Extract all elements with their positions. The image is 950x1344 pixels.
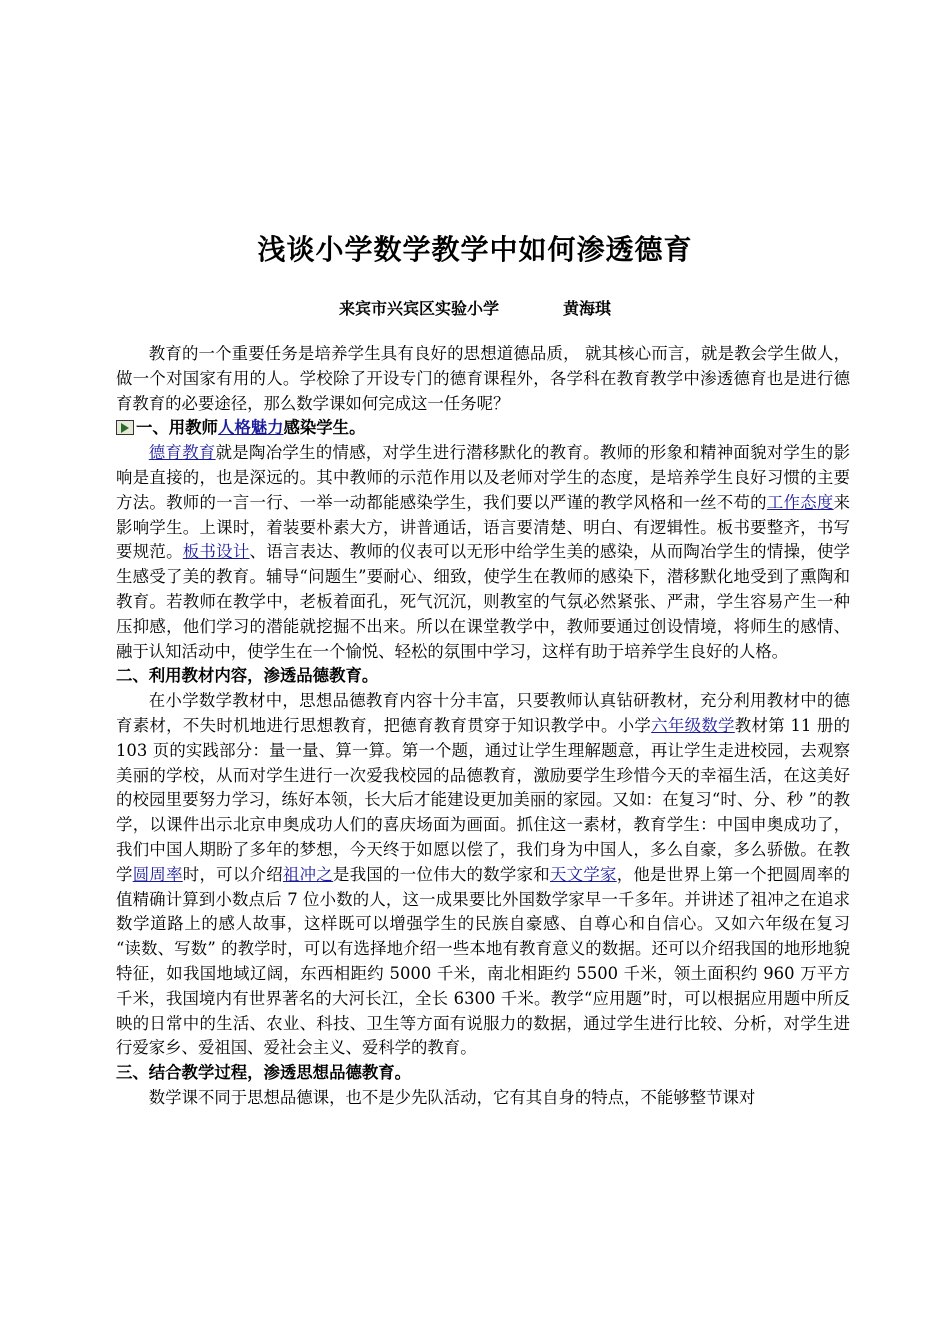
link-work-attitude[interactable]: 工作态度 [766,492,834,512]
document-title: 浅谈小学数学教学中如何渗透德育 [257,233,693,266]
link-grade-six-math[interactable]: 六年级数学 [651,715,735,735]
section-2-heading: 二、利用教材内容，渗透品德教育。 [116,666,379,686]
link-blackboard-design[interactable]: 板书设计 [182,542,250,562]
link-zu-chongzhi[interactable]: 祖冲之 [282,864,333,884]
link-pi[interactable]: 圆周率 [132,864,183,884]
school-name: 来宾市兴宾区实验小学 [338,299,499,318]
section-3-heading: 三、结合教学过程，渗透思想品德教育。 [116,1063,412,1083]
link-personality-charm[interactable]: 人格魅力 [217,418,284,438]
link-moral-education[interactable]: 德育教育 [148,443,216,463]
section-3-paragraph: 数学课不同于思想品德课，也不是少先队活动，它有其自身的特点，不能够整节课对 [148,1087,756,1107]
section-1-paragraph: 德育教育就是陶冶学生的情感，对学生进行潜移默化的教育。教师的形象和精神面貌对学生的影响是直接的，也是深远的。其中教师的示范作用以及老师对学生的态度，是培养学生良好习惯的主要方法。教师的一言一行、一举一动都能感染学生，我们要以严谨的教学风格和一丝不苟的工作态度来影响学生。上课时，着装要朴素大方，讲普通话，语言要清楚、明白、有逻辑性。板书要整齐，书写要规范。板书设计、语言表达、教师的仪表可以无形中给学生美的感染，从而陶冶学生的情操，使学生感受了美的教育。辅导“问题生”要耐心、细致，使学生在教师的感染下，潜移默化地受到了熏陶和教育。若教师在教学中，老板着面孔，死气沉沉，则教室的气氛必然紧张、严肃，学生容易产生一种压抑感，他们学习的潜能就挖掘不出来。所以在课堂教学中，教师要通过创设情境，将师生的感情、融于认知活动中，使学生在一个愉悦、轻松的氛围中学习，这样有助于培养学生良好的人格。 [116,443,851,661]
green-arrow-bullet-icon [116,420,134,435]
section-2-paragraph: 在小学数学教材中，思想品德教育内容十分丰富，只要教师认真钻研教材，充分利用教材中的德育素材，不失时机地进行思想教育，把德育教育贯穿于知识教学中。小学六年级数学教材第 11 册的 103 页的实践部分：量一量、算一算。第一个题，通过让学生理解题意，再让学生走进校园，去观察美丽的学校，从而对学生进行一次爱我校园的品德教育，激励要学生珍惜今天的幸福生活，在这美好的校园里要努力学习，练好本领，长大后才能建设更加美丽的家园。又如：在复习“时、分、秒 ”的教学，以课件出示北京申奥成功人们的喜庆场面为画面。抓住这一素材，教育学生：中国申奥成功了，我们中国人期盼了多年的梦想，今天终于如愿以偿了，我们身为中国人，多么自豪，多么骄傲。在教学圆周率时，可以介绍祖冲之是我国的一位伟大的数学家和天文学家，他是世界上第一个把圆周率的值精确计算到小数点后 7 位小数的人，这一成果要比外国数学家早一千多年。并讲述了祖冲之在追求数学道路上的感人故事，这样既可以增强学生的民族自豪感、自尊心和自信心。又如六年级在复习 “读数、写数” 的教学时，可以有选择地介绍一些本地有教育意义的数据。还可以介绍我国的地形地貌特征，如我国地域辽阔，东西相距约 5000 千米，南北相距约 5500 千米，领土面积约 960 万平方千米，我国境内有世界著名的大河长江，全长 6300 千米。教学“应用题”时，可以根据应用题中所反映的日常中的生活、农业、科技、卫生等方面有说服力的数据，通过学生进行比较、分析，对学生进行爱家乡、爱祖国、爱社会主义、爱科学的教育。 [116,691,851,1058]
author-name: 黄海琪 [563,299,612,318]
article-body [116,342,850,1111]
byline [0,296,950,319]
section-1-heading: 一、用教师人格魅力感染学生。 [116,416,850,441]
intro-paragraph: 教育的一个重要任务是培养学生具有良好的思想道德品质， 就其核心而言，就是教会学生做人，做一个对国家有用的人。学校除了开设专门的德育课程外，各学科在教育教学中渗透德育也是进行德育教育的必要途径，那么数学课如何完成这一任务呢？ [116,344,850,413]
link-astronomer[interactable]: 天文学家 [549,864,617,884]
